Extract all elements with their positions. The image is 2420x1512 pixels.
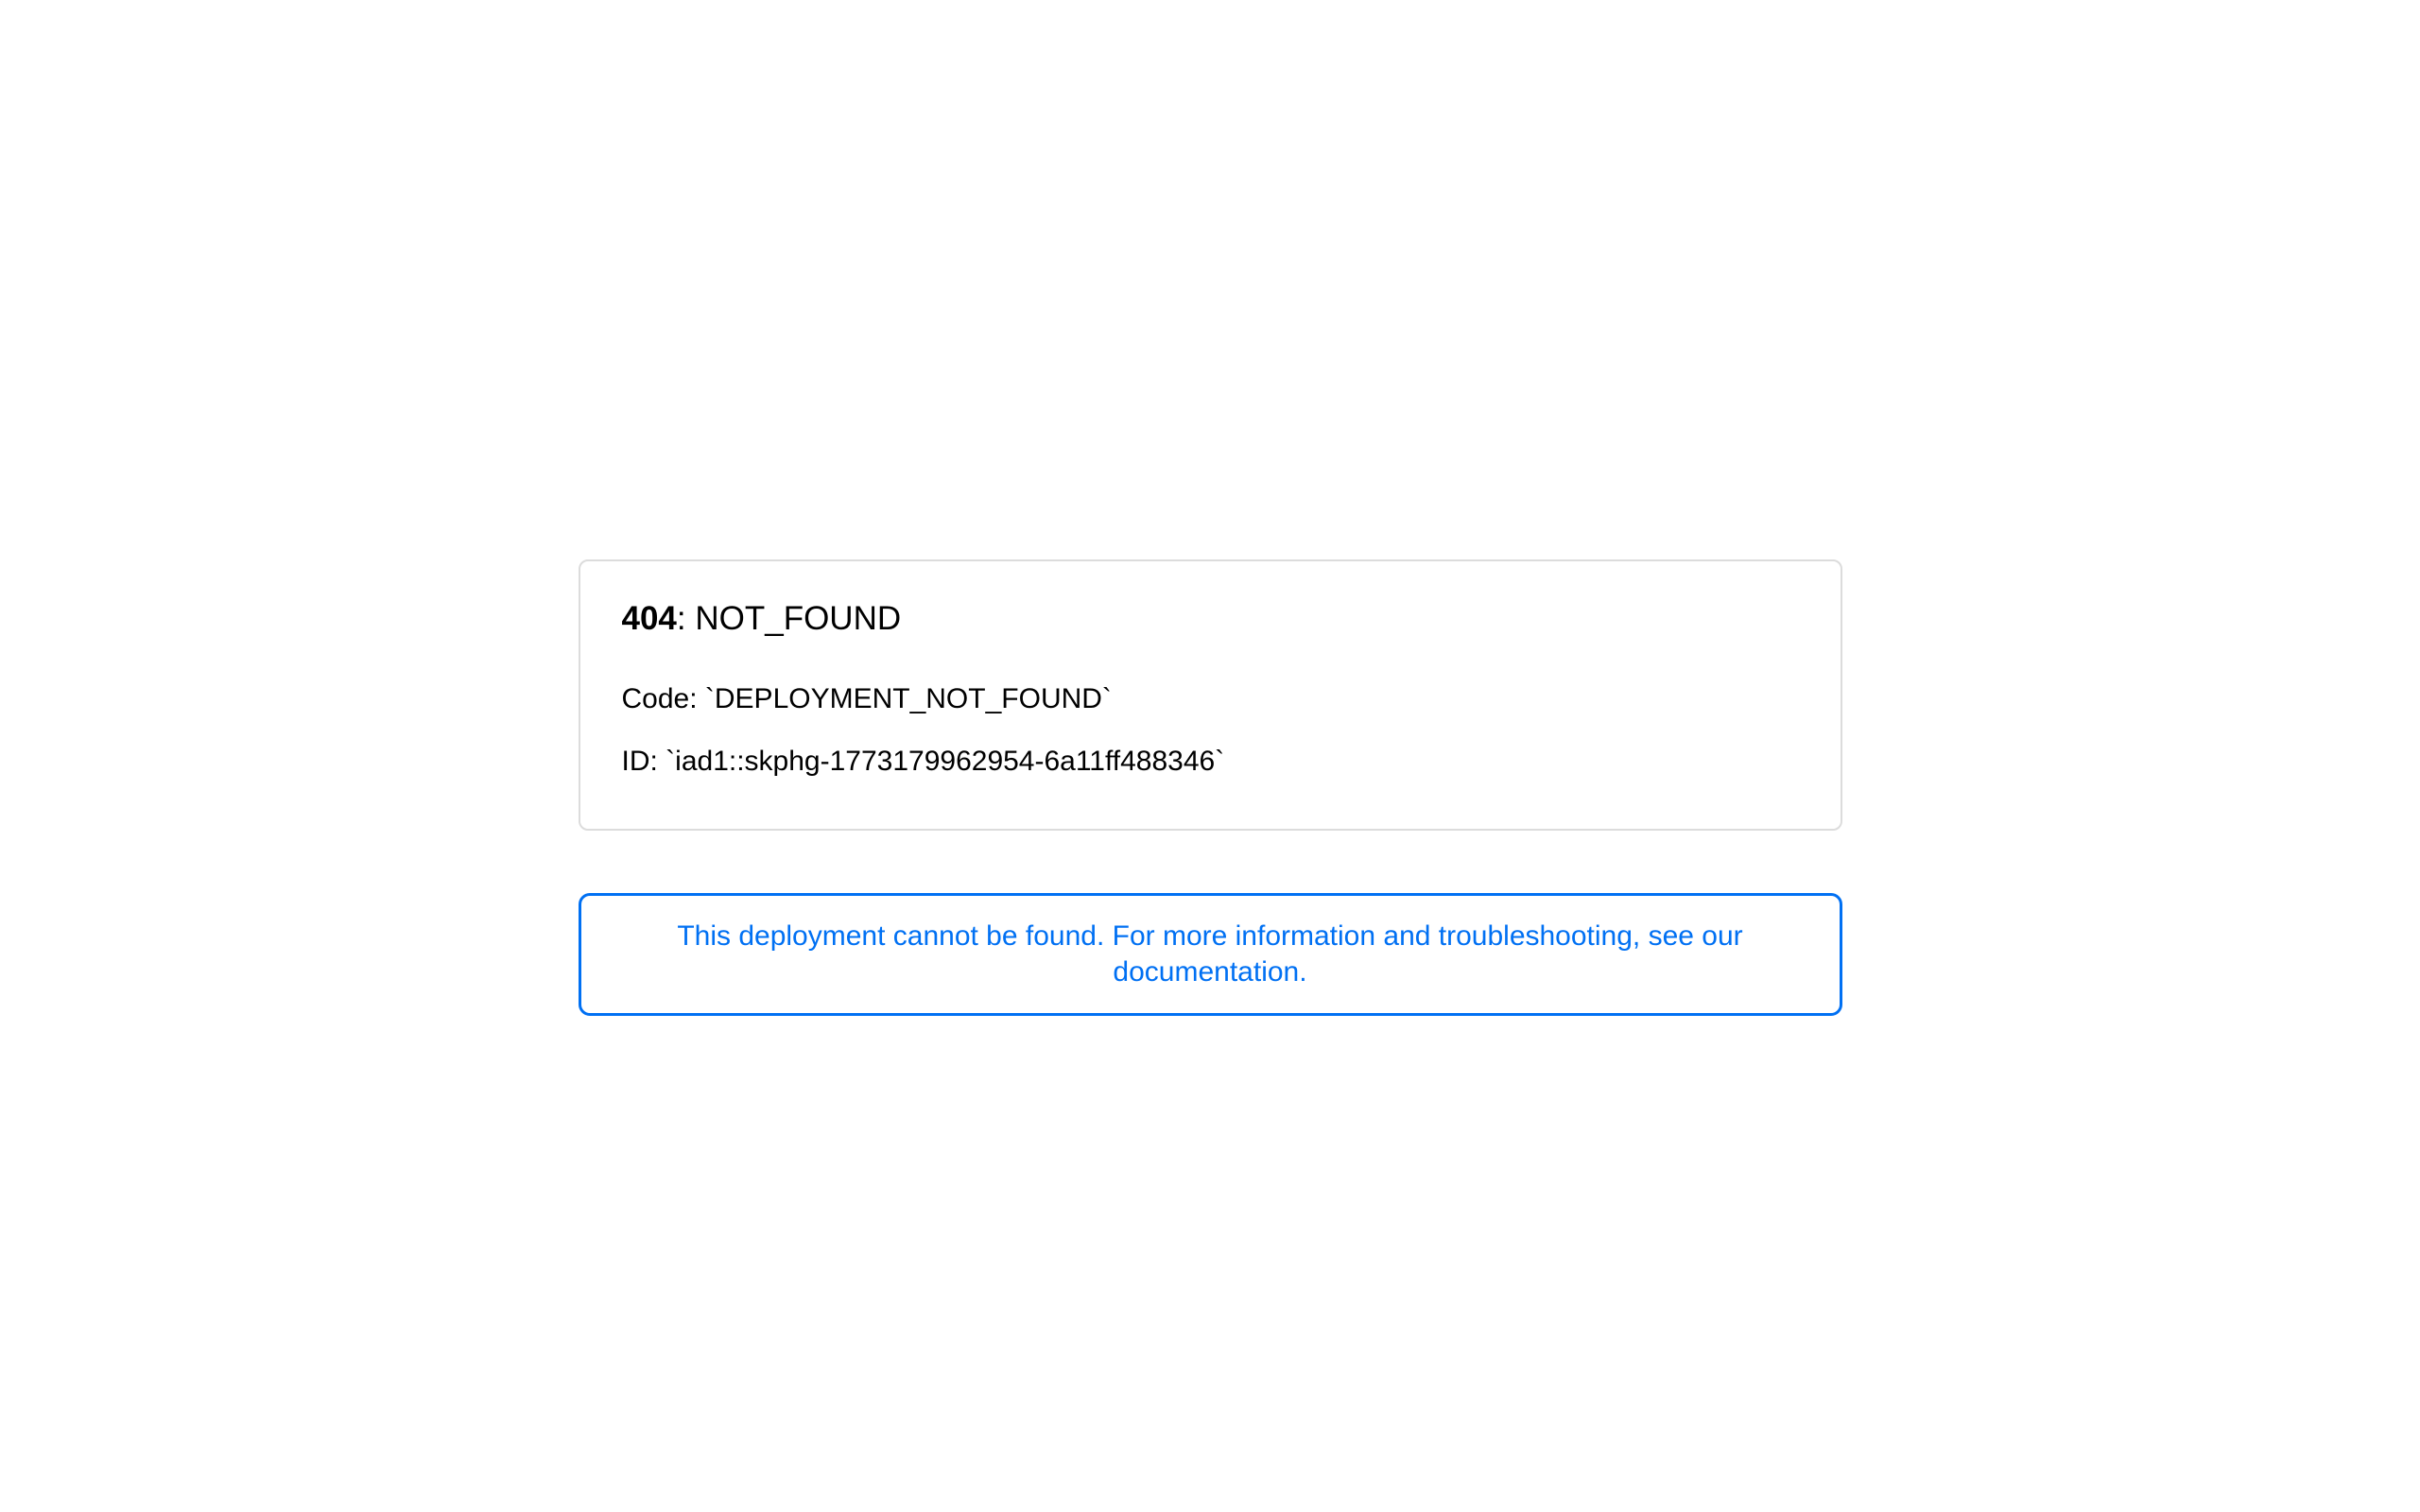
error-page [579, 0, 1842, 1016]
error-id-line [622, 744, 1799, 780]
deployment-notice-card [579, 893, 1842, 1016]
error-status-line [622, 599, 1799, 639]
error-id-label: ID: [621, 746, 666, 777]
error-status-code: 404 [621, 600, 677, 637]
error-id-value: `iad1::skphg-1773179962954-6a11ff488346` [666, 746, 1225, 777]
error-code-label: Code: [621, 683, 705, 714]
error-code-value: `DEPLOYMENT_NOT_FOUND` [704, 683, 1112, 714]
deployment-notice-message: This deployment cannot be found. For more information and troubleshooting, see our documentation. [677, 920, 1743, 988]
error-details-card [579, 559, 1842, 831]
error-code-line [622, 681, 1799, 717]
error-status-name: : NOT_FOUND [676, 600, 902, 637]
